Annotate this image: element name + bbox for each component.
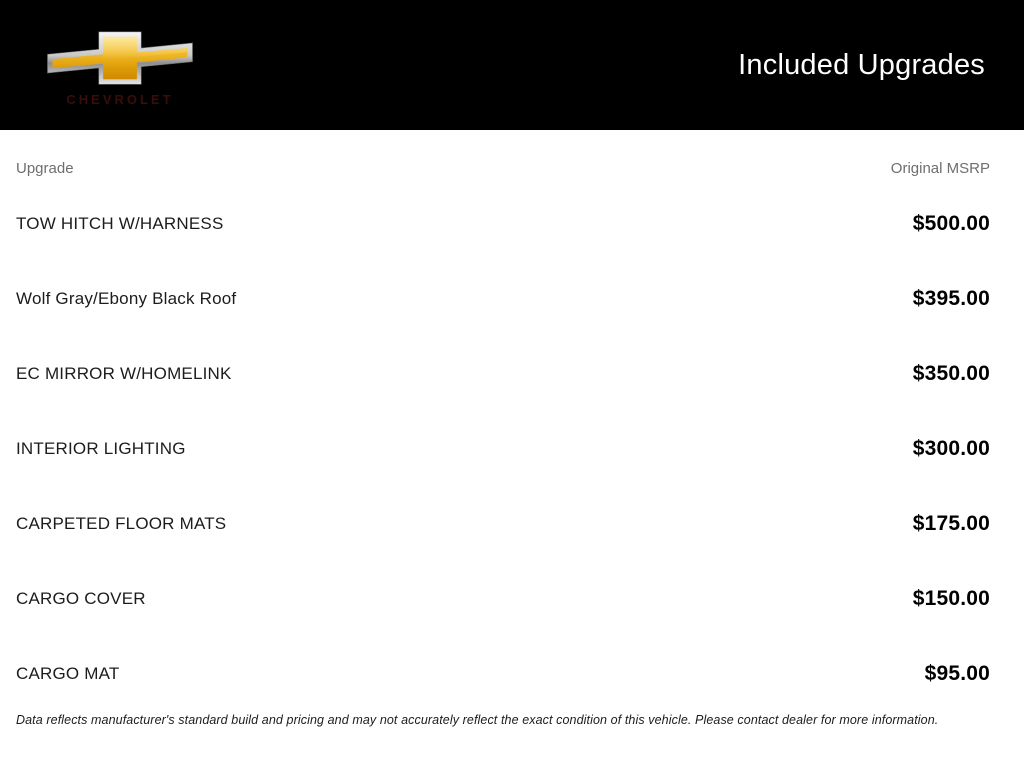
upgrades-table <box>0 130 1024 711</box>
table-row <box>16 561 990 636</box>
chevrolet-logo <box>45 31 195 106</box>
upgrade-name: CARGO COVER <box>16 588 146 608</box>
upgrade-msrp: $175.00 <box>912 511 990 535</box>
upgrade-name: CARGO MAT <box>16 663 120 683</box>
upgrade-name: Wolf Gray/Ebony Black Roof <box>16 288 237 308</box>
page-title: Included Upgrades <box>738 48 985 81</box>
column-header-msrp: Original MSRP <box>890 160 990 177</box>
upgrade-name: INTERIOR LIGHTING <box>16 438 186 458</box>
upgrade-msrp: $350.00 <box>912 361 990 385</box>
upgrade-msrp: $395.00 <box>912 286 990 310</box>
upgrade-name: EC MIRROR W/HOMELINK <box>16 363 232 383</box>
upgrade-msrp: $95.00 <box>924 661 990 685</box>
upgrade-name: CARPETED FLOOR MATS <box>16 513 227 533</box>
table-row <box>16 636 990 711</box>
table-header-row <box>16 130 990 178</box>
table-row <box>16 411 990 486</box>
table-row <box>16 336 990 411</box>
table-rows <box>16 186 990 711</box>
table-row <box>16 186 990 261</box>
upgrade-msrp: $500.00 <box>912 211 990 235</box>
table-row <box>16 486 990 561</box>
header-bar <box>0 0 1024 130</box>
table-row <box>16 261 990 336</box>
upgrade-msrp: $150.00 <box>912 586 990 610</box>
chevrolet-bowtie-icon <box>45 31 195 85</box>
footer <box>0 711 1024 727</box>
upgrade-name: TOW HITCH W/HARNESS <box>16 213 224 233</box>
upgrade-msrp: $300.00 <box>912 436 990 460</box>
brand-wordmark: CHEVROLET <box>66 91 174 107</box>
disclaimer-text: Data reflects manufacturer's standard build and pricing and may not accurately reflect the exact condition of this vehicle. Please contact dealer for more information. <box>16 713 939 727</box>
column-header-upgrade: Upgrade <box>16 160 74 177</box>
